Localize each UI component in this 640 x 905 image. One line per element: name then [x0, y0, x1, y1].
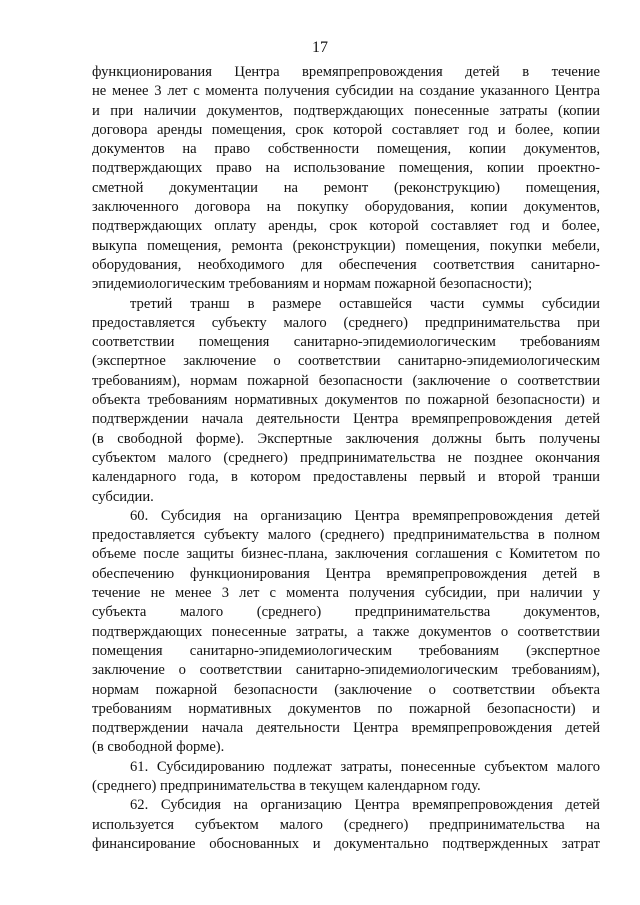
text-line: оборудования, необходимого для обеспечения соответствия санитарно- — [92, 256, 600, 273]
text-line: документов на право собственности помещения, копии документов, — [92, 141, 600, 158]
page-number: 17 — [312, 39, 328, 56]
paragraph-61 — [92, 758, 600, 797]
text-line: календарного года, в котором предоставлены первый и второй транши — [92, 469, 600, 486]
text-line: сметной документации на ремонт (реконструкцию) помещения, — [92, 179, 600, 196]
text-line: и при наличии документов, подтверждающих понесенные затраты (копии — [92, 102, 600, 119]
text-line: подтверждении начала деятельности Центра времяпрепровождения детей — [92, 411, 600, 428]
text-line: обеспечению функционирования Центра времяпрепровождения детей в — [92, 565, 600, 582]
text-line: объеме после защиты бизнес-плана, заключения соглашения с Комитетом по — [92, 546, 600, 563]
text-line: предоставляется субъекту малого (среднего) предпринимательства в полном — [92, 527, 600, 544]
text-line: подтверждении начала деятельности Центра времяпрепровождения детей — [92, 720, 600, 737]
text-line: (в свободной форме). Экспертные заключения должны быть получены — [92, 430, 600, 447]
text-line: третий транш в размере оставшейся части суммы субсидии — [130, 295, 600, 312]
text-line: предоставляется субъекту малого (среднего) предпринимательства при — [92, 314, 600, 331]
text-line: субъектом малого (среднего) предпринимательства не позднее окончания — [92, 449, 600, 466]
text-line: заключенного договора на покупку оборудования, копии документов, — [92, 199, 600, 216]
paragraph-cont — [92, 63, 600, 295]
text-line: течение не менее 3 лет с момента получения субсидии, при наличии у — [92, 585, 600, 602]
text-line: 62. Субсидия на организацию Центра времяпрепровождения детей — [130, 797, 600, 814]
text-line: (экспертное заключение о соответствии санитарно-эпидемиологическим — [92, 353, 600, 370]
text-line: подтверждающих право на использование помещения, копии проектно- — [92, 160, 600, 177]
text-line: соответствии помещения санитарно-эпидемиологическим требованиям — [92, 334, 600, 351]
text-line: помещения санитарно-эпидемиологическим требованиям (экспертное — [92, 642, 600, 659]
text-line: используется субъектом малого (среднего) предпринимательства на — [92, 816, 600, 833]
text-line: 60. Субсидия на организацию Центра времяпрепровождения детей — [130, 507, 600, 524]
text-line: субъекта малого (среднего) предпринимательства документов, — [92, 604, 600, 621]
document-body — [92, 63, 600, 854]
text-line: функционирования Центра времяпрепровождения детей в течение — [92, 64, 600, 80]
text-line: субсидии. — [92, 488, 154, 505]
text-line: требованиям), нормам пожарной безопасности (заключение о соответствии — [92, 372, 600, 389]
text-line: 61. Субсидированию подлежат затраты, понесенные субъектом малого — [130, 758, 600, 775]
text-line: подтверждающих понесенные затраты, а также документов о соответствии — [92, 623, 600, 640]
text-line: (в свободной форме). — [92, 739, 225, 756]
text-line: выкупа помещения, ремонта (реконструкции) помещения, покупки мебели, — [92, 237, 600, 254]
text-line: не менее 3 лет с момента получения субсидии на создание указанного Центра — [92, 83, 600, 100]
paragraph-third — [92, 295, 600, 507]
text-line: заключение о соответствии санитарно-эпидемиологическим требованиям), — [92, 662, 600, 679]
text-line: требованиям нормативных документов по пожарной безопасности) и — [92, 700, 600, 717]
paragraph-62 — [92, 796, 600, 854]
paragraph-60 — [92, 507, 600, 758]
text-line: объекта требованиям нормативных документов по пожарной безопасности) и — [92, 392, 600, 409]
text-line: финансирование обоснованных и документально подтвержденных затрат — [92, 835, 600, 852]
text-line: (среднего) предпринимательства в текущем календарном году. — [92, 777, 481, 794]
text-line: нормам пожарной безопасности (заключение о соответствии объекта — [92, 681, 600, 698]
text-line: эпидемиологическим требованиям и нормам пожарной безопасности); — [92, 276, 533, 293]
text-line: подтверждающих оплату аренды, срок которой составляет год и более, — [92, 218, 600, 235]
text-line: договора аренды помещения, срок которой составляет год и более, копии — [92, 121, 600, 138]
